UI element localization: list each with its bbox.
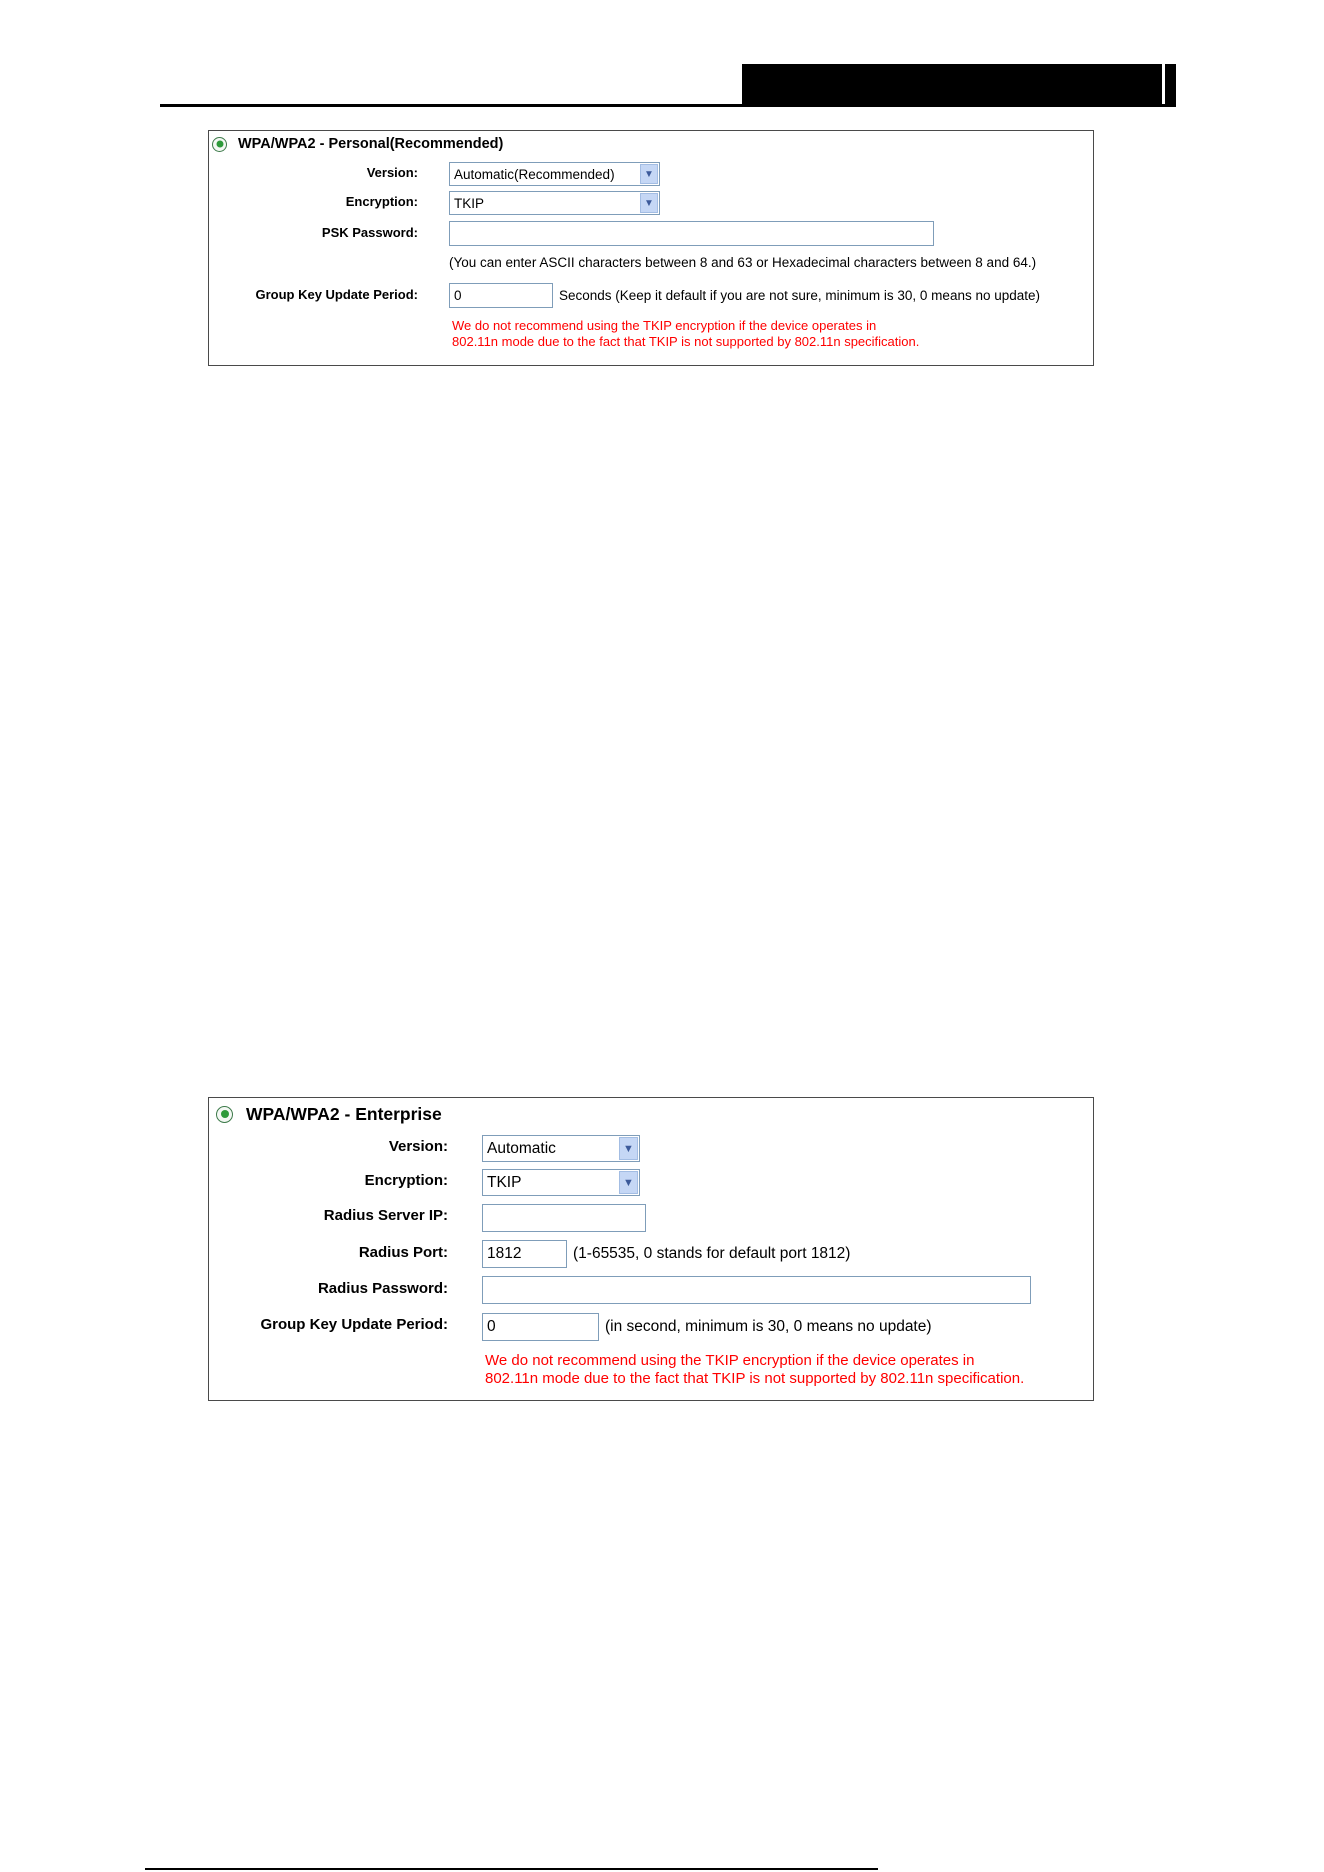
- radius-port-label: Radius Port:: [358, 1244, 448, 1261]
- encryption-select-value: TKIP: [487, 1173, 522, 1191]
- tkip-warning-line2: 802.11n mode due to the fact that TKIP is not supported by 802.11n specification.: [452, 333, 920, 349]
- tkip-warning-line2: 802.11n mode due to the fact that TKIP is not supported by 802.11n specification.: [485, 1370, 1025, 1387]
- version-label: Version:: [388, 1138, 448, 1155]
- radio-selected-icon[interactable]: [212, 137, 227, 152]
- encryption-select-value: TKIP: [454, 195, 485, 211]
- radius-server-ip-label: Radius Server IP:: [323, 1207, 448, 1224]
- radius-port-value: 1812: [487, 1245, 522, 1262]
- wpa-enterprise-title: WPA/WPA2 - Enterprise: [246, 1103, 442, 1124]
- chevron-down-icon[interactable]: ▼: [640, 164, 658, 184]
- header-bar-tail: [1165, 64, 1176, 107]
- group-key-update-hint: Seconds (Keep it default if you are not sure, minimum is 30, 0 means no update): [559, 288, 1041, 303]
- wpa-personal-title: WPA/WPA2 - Personal(Recommended): [238, 136, 504, 152]
- group-key-update-value: 0: [487, 1318, 496, 1335]
- tkip-warning-line1: We do not recommend using the TKIP encryption if the device operates in: [452, 318, 877, 333]
- version-select-value: Automatic(Recommended): [454, 166, 615, 182]
- encryption-select[interactable]: [449, 191, 660, 215]
- version-select[interactable]: [449, 162, 660, 186]
- group-key-update-label: Group Key Update Period:: [255, 287, 418, 302]
- chevron-down-icon[interactable]: ▼: [619, 1137, 638, 1160]
- group-key-update-hint: (in second, minimum is 30, 0 means no update): [605, 1318, 932, 1335]
- tkip-warning: [485, 1352, 1024, 1388]
- group-key-update-label: Group Key Update Period:: [260, 1316, 448, 1333]
- radius-password-input[interactable]: [482, 1276, 1031, 1304]
- radius-port-input[interactable]: [482, 1240, 567, 1268]
- tkip-warning-line1: We do not recommend using the TKIP encryption if the device operates in: [485, 1352, 975, 1369]
- encryption-label: Encryption:: [345, 194, 418, 209]
- group-key-update-value: 0: [454, 288, 462, 303]
- version-label: Version:: [366, 165, 418, 180]
- header-rule: [160, 104, 1176, 107]
- version-select-value: Automatic: [487, 1139, 556, 1157]
- footer-rule: [145, 1868, 878, 1870]
- wpa-enterprise-header: [216, 1102, 442, 1126]
- chevron-down-icon[interactable]: ▼: [619, 1171, 638, 1194]
- wpa-personal-header: [212, 133, 503, 155]
- header-black-bar: [742, 64, 1162, 107]
- radius-server-ip-input[interactable]: [482, 1204, 646, 1232]
- chevron-down-icon[interactable]: ▼: [640, 193, 658, 213]
- encryption-select[interactable]: [482, 1169, 640, 1196]
- radius-password-label: Radius Password:: [317, 1280, 448, 1297]
- psk-password-hint: (You can enter ASCII characters between 8 and 63 or Hexadecimal characters between 8 and 64.): [449, 255, 1037, 270]
- radio-selected-icon[interactable]: [216, 1106, 233, 1123]
- wpa-personal-panel: [208, 130, 1094, 366]
- encryption-label: Encryption:: [364, 1172, 448, 1189]
- group-key-update-input[interactable]: [449, 283, 553, 308]
- tkip-warning: [452, 318, 919, 349]
- group-key-update-input[interactable]: [482, 1313, 599, 1341]
- radius-port-hint: (1-65535, 0 stands for default port 1812): [573, 1245, 851, 1262]
- wpa-enterprise-panel: [208, 1097, 1094, 1401]
- psk-password-label: PSK Password:: [321, 225, 418, 240]
- version-select[interactable]: [482, 1135, 640, 1162]
- psk-password-input[interactable]: [449, 221, 934, 246]
